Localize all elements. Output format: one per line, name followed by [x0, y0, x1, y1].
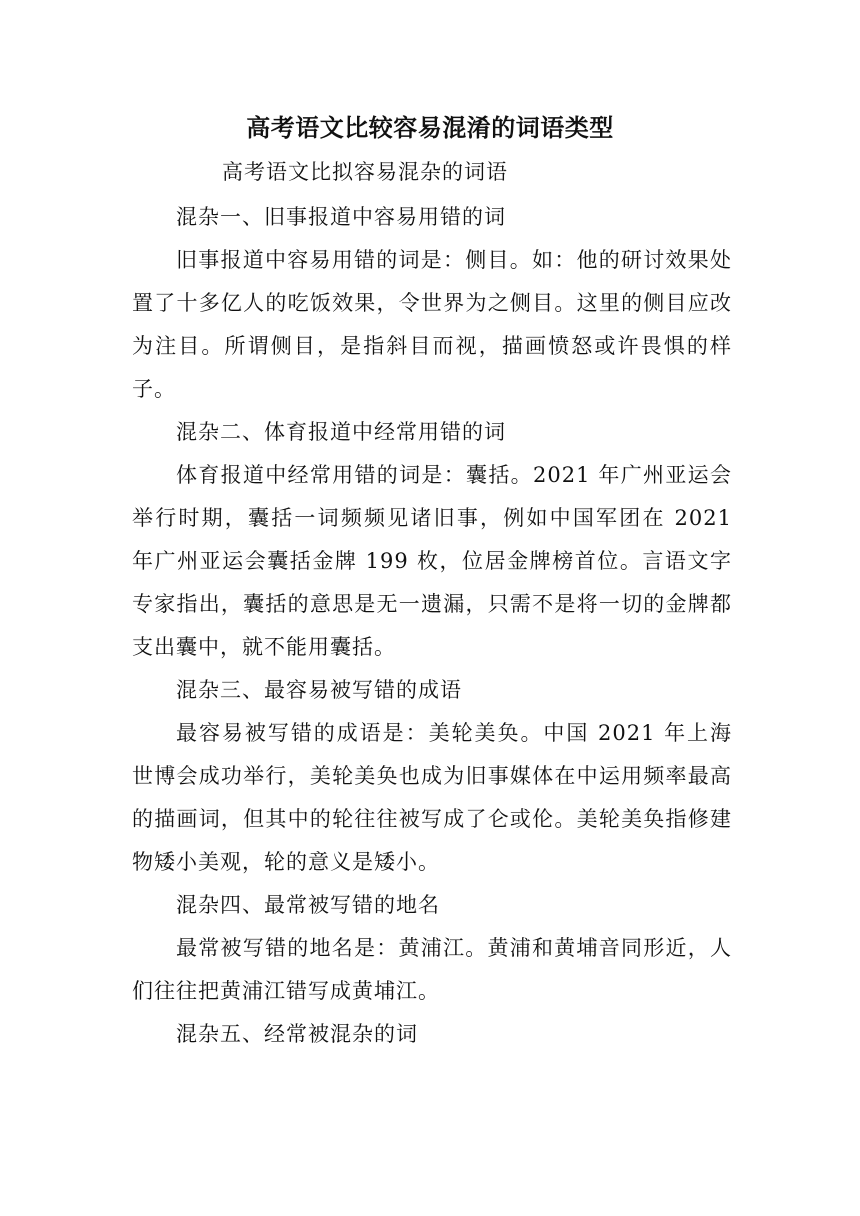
section-heading-5: 混杂五、经常被混杂的词	[176, 1022, 418, 1046]
section-paragraph-2: 体育报道中经常用错的词是：囊括。2021 年广州亚运会举行时期，囊括一词频频见诸旧事，例如中国军团在 2021 年广州亚运会囊括金牌 199 枚，位居金牌榜首位。言语文字专家指出，囊括的意思是无一遗漏，只需不是将一切的金牌都支出囊中，就不能用囊括。	[132, 463, 732, 659]
section-paragraph-1: 旧事报道中容易用错的词是：侧目。如：他的研讨效果处置了十多亿人的吃饭效果，令世界为之侧目。这里的侧目应改为注目。所谓侧目，是指斜目而视，描画愤怒或许畏惧的样子。	[132, 248, 732, 401]
section-heading-4: 混杂四、最常被写错的地名	[176, 893, 440, 917]
section-paragraph-3: 最容易被写错的成语是：美轮美奂。中国 2021 年上海世博会成功举行，美轮美奂也成为旧事媒体在中运用频率最高的描画词，但其中的轮往往被写成了仑或伦。美轮美奂指修建物矮小美观，轮的意义是矮小。	[132, 721, 732, 874]
document-body	[132, 196, 732, 1056]
document-title: 高考语文比较容易混淆的词语类型	[246, 114, 614, 142]
section-heading-2: 混杂二、体育报道中经常用错的词	[176, 420, 506, 444]
section-heading-3: 混杂三、最容易被写错的成语	[176, 678, 462, 702]
section-paragraph-4: 最常被写错的地名是：黄浦江。黄浦和黄埔音同形近，人们往往把黄浦江错写成黄埔江。	[132, 936, 732, 1003]
document-subtitle: 高考语文比拟容易混杂的词语	[222, 160, 508, 184]
section-heading-1: 混杂一、旧事报道中容易用错的词	[176, 205, 506, 229]
